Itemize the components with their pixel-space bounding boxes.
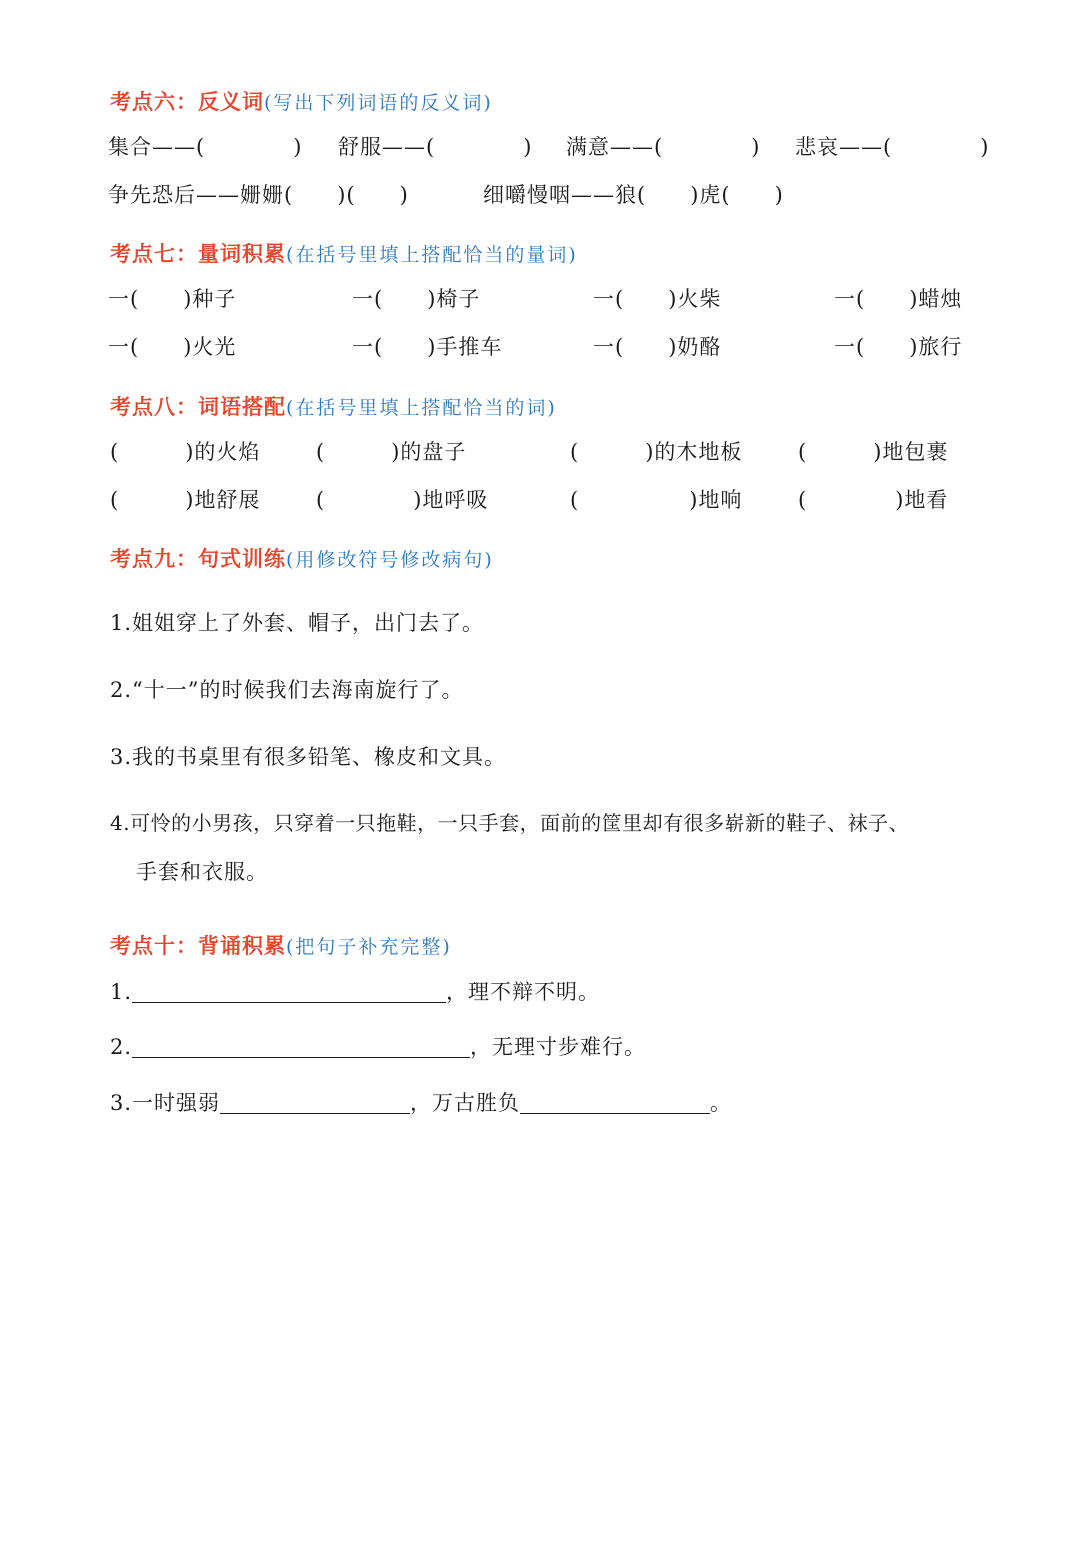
collocation-item: ( )的盘子 [316, 440, 467, 464]
antonym-item: 满意——( ) [566, 135, 761, 159]
measure-word-item: 一( )旅行 [834, 335, 963, 359]
sentence-item: 2.“十一”的时候我们去海南旋行了。 [110, 678, 464, 702]
collocation-item: ( )地呼吸 [316, 488, 489, 512]
section-note-8: (在括号里填上搭配恰当的词) [286, 397, 557, 419]
collocation-item: ( )的火焰 [110, 440, 261, 464]
measure-word-item: 一( )手推车 [352, 335, 503, 359]
section-heading-7: 考点七：量词积累(在括号里填上搭配恰当的量词) [110, 242, 578, 266]
sentence-item-continuation: 手套和衣服。 [136, 860, 268, 884]
section-note-10: (把句子补充完整) [286, 936, 452, 958]
collocation-item: ( )地响 [570, 488, 743, 512]
collocation-item: ( )地看 [798, 488, 949, 512]
collocation-item: ( )地包裹 [798, 440, 949, 464]
section-heading-8: 考点八：词语搭配(在括号里填上搭配恰当的词) [110, 395, 557, 419]
section-heading-10: 考点十：背诵积累(把句子补充完整) [110, 934, 452, 958]
antonym-item: 争先恐后——姗姗( )( ) [108, 183, 409, 207]
measure-word-item: 一( )种子 [108, 287, 237, 311]
recitation-item: 3.一时强弱 ，万古胜负 。 [110, 1091, 733, 1115]
recitation-item: 2. ，无理寸步难行。 [110, 1035, 647, 1059]
recitation-item: 1. ，理不辩不明。 [110, 980, 601, 1004]
antonym-item: 舒服——( ) [338, 135, 533, 159]
section-heading-9: 考点九：句式训练(用修改符号修改病句) [110, 547, 494, 571]
answer-blank[interactable] [220, 1091, 410, 1114]
answer-blank[interactable] [132, 980, 446, 1003]
section-heading-6: 考点六：反义词(写出下列词语的反义词) [110, 90, 493, 114]
measure-word-item: 一( )火光 [108, 335, 237, 359]
answer-blank[interactable] [132, 1035, 470, 1058]
antonym-item: 细嚼慢咽——狼( )虎( ) [483, 183, 784, 207]
measure-word-item: 一( )奶酪 [593, 335, 722, 359]
collocation-item: ( )的木地板 [570, 440, 743, 464]
section-note-6: (写出下列词语的反义词) [264, 92, 493, 114]
antonym-item: 悲哀——( ) [795, 135, 990, 159]
collocation-item: ( )地舒展 [110, 488, 261, 512]
answer-blank[interactable] [520, 1091, 710, 1114]
section-note-7: (在括号里填上搭配恰当的量词) [286, 244, 578, 266]
measure-word-item: 一( )椅子 [352, 287, 481, 311]
sentence-item: 3.我的书桌里有很多铅笔、橡皮和文具。 [110, 745, 507, 769]
sentence-item: 1.姐姐穿上了外套、帽子，出门去了。 [110, 611, 485, 635]
measure-word-item: 一( )火柴 [593, 287, 722, 311]
sentence-item: 4.可怜的小男孩，只穿着一只拖鞋，一只手套，面前的筐里却有很多崭新的鞋子、袜子、 [110, 811, 910, 835]
measure-word-item: 一( )蜡烛 [834, 287, 963, 311]
antonym-item: 集合——( ) [108, 135, 303, 159]
section-note-9: (用修改符号修改病句) [286, 549, 494, 571]
